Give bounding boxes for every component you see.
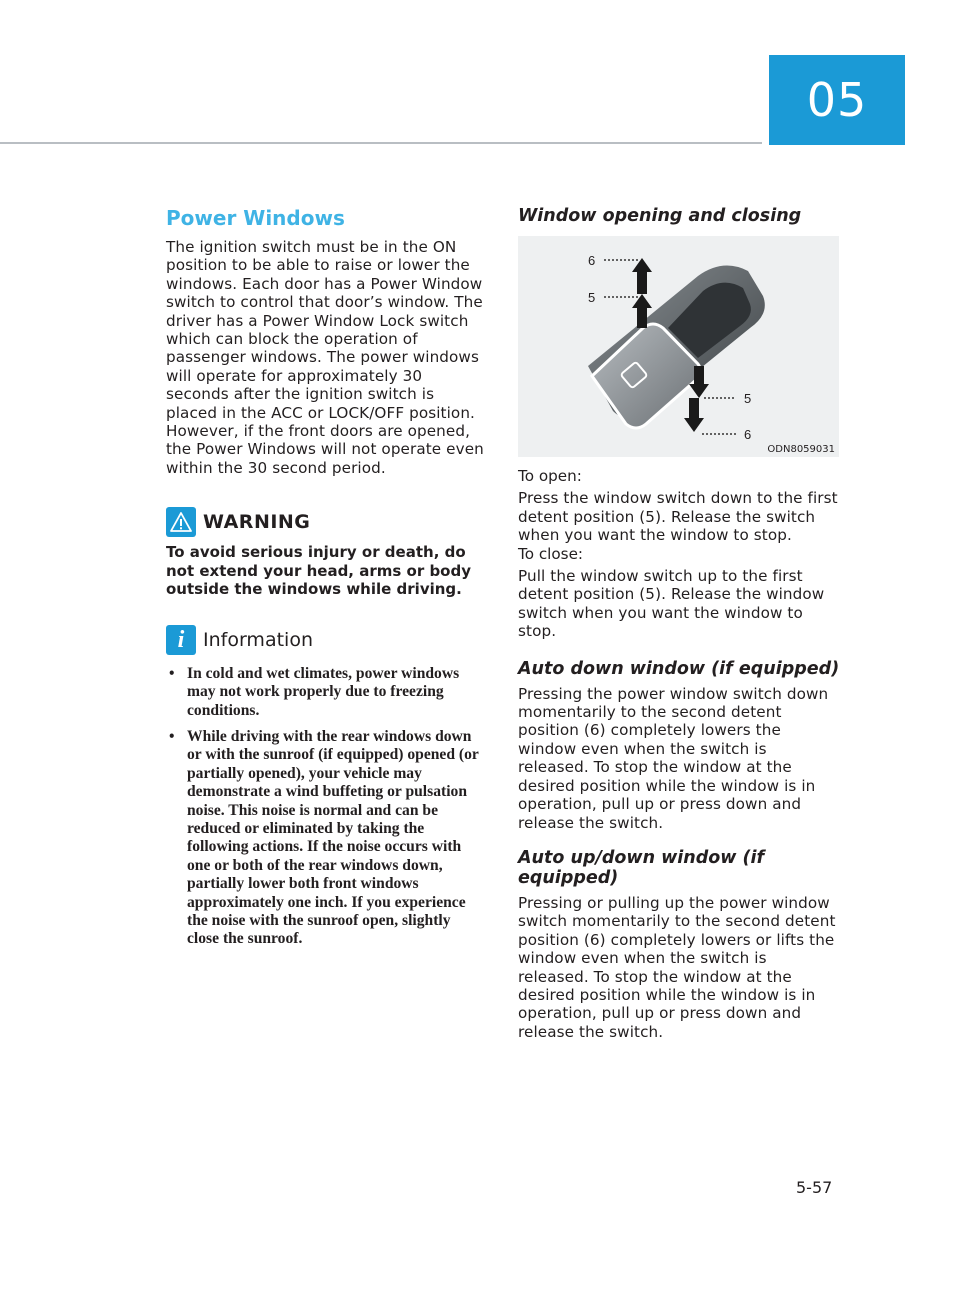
warning-text: To avoid serious injury or death, do not extend your head, arms or body outside the windows while driving. (166, 543, 472, 599)
close-label: To close: (518, 544, 584, 563)
label-down-far: 6 (744, 427, 752, 442)
window-switch-figure (518, 236, 839, 457)
label-up-far: 6 (588, 253, 596, 268)
label-up-near: 5 (588, 290, 596, 305)
warning-icon (166, 507, 196, 537)
auto-down-text: Pressing the power window switch down momentarily to the second detent position (6) completely lowers the window even when the switch is released. To stop the window at the desired position while the window is in operation, pull up or press down and release the switch. (518, 684, 829, 832)
auto-updown-title: Auto up/down window (if equipped) (518, 847, 765, 888)
info-icon: i (166, 625, 196, 655)
intro-paragraph: The ignition switch must be in the ON position to be able to raise or lower the windows. Each door has a Power Window switch to control that door’s window. The driver has a Power Window Lock switch which can block the operation of passenger windows. The power windows will operate for approximately 30 seconds after the ignition switch is placed in the ACC or LOCK/OFF position. However, if the front doors are opened, the Power Windows will not operate even within the 30 second period. (166, 238, 484, 477)
window-switch-illustration (518, 236, 839, 457)
warning-header (166, 507, 484, 537)
window-opening-title: Window opening and closing (518, 206, 802, 226)
information-header (166, 625, 484, 655)
section-title: Power Windows (166, 206, 345, 230)
open-label: To open: (518, 467, 582, 485)
header-rule (0, 142, 762, 144)
left-column (166, 206, 484, 957)
page-number: 5-57 (796, 1178, 833, 1197)
open-text: Press the window switch down to the first detent position (5). Release the switch when you want the window to stop. (518, 489, 838, 545)
information-list (166, 665, 484, 949)
auto-down-title: Auto down window (if equipped) (518, 658, 840, 679)
warning-title: WARNING (203, 511, 311, 534)
figure-code: ODN8059031 (767, 444, 835, 455)
auto-updown-text: Pressing or pulling up the power window switch momentarily to the second detent position (6) completely lowers or lifts the window even when the switch is released. To stop the window at the desired position while the window is in operation, pull up or press down and release the switch. (518, 893, 836, 1041)
chapter-tab: 05 (769, 55, 905, 145)
information-title: Information (203, 628, 313, 651)
label-down-near: 5 (744, 391, 752, 406)
right-column (518, 206, 840, 1041)
list-item: • In cold and wet climates, power windows may not work properly due to freezing conditions. (166, 665, 484, 720)
list-item: • While driving with the rear windows down or with the sunroof (if equipped) opened (or partially opened), your vehicle may demonstrate a wind buffeting or pulsation noise. This noise is normal and can be reduced or eliminated by taking the following actions. If the noise occurs with one or both of the rear windows down, partially lower both front windows approximately one inch. If you experience the noise with the sunroof open, slightly close the sunroof. (166, 728, 484, 949)
close-text: Pull the window switch up to the first detent position (5). Release the window switch when you want the window to stop. (518, 567, 825, 641)
